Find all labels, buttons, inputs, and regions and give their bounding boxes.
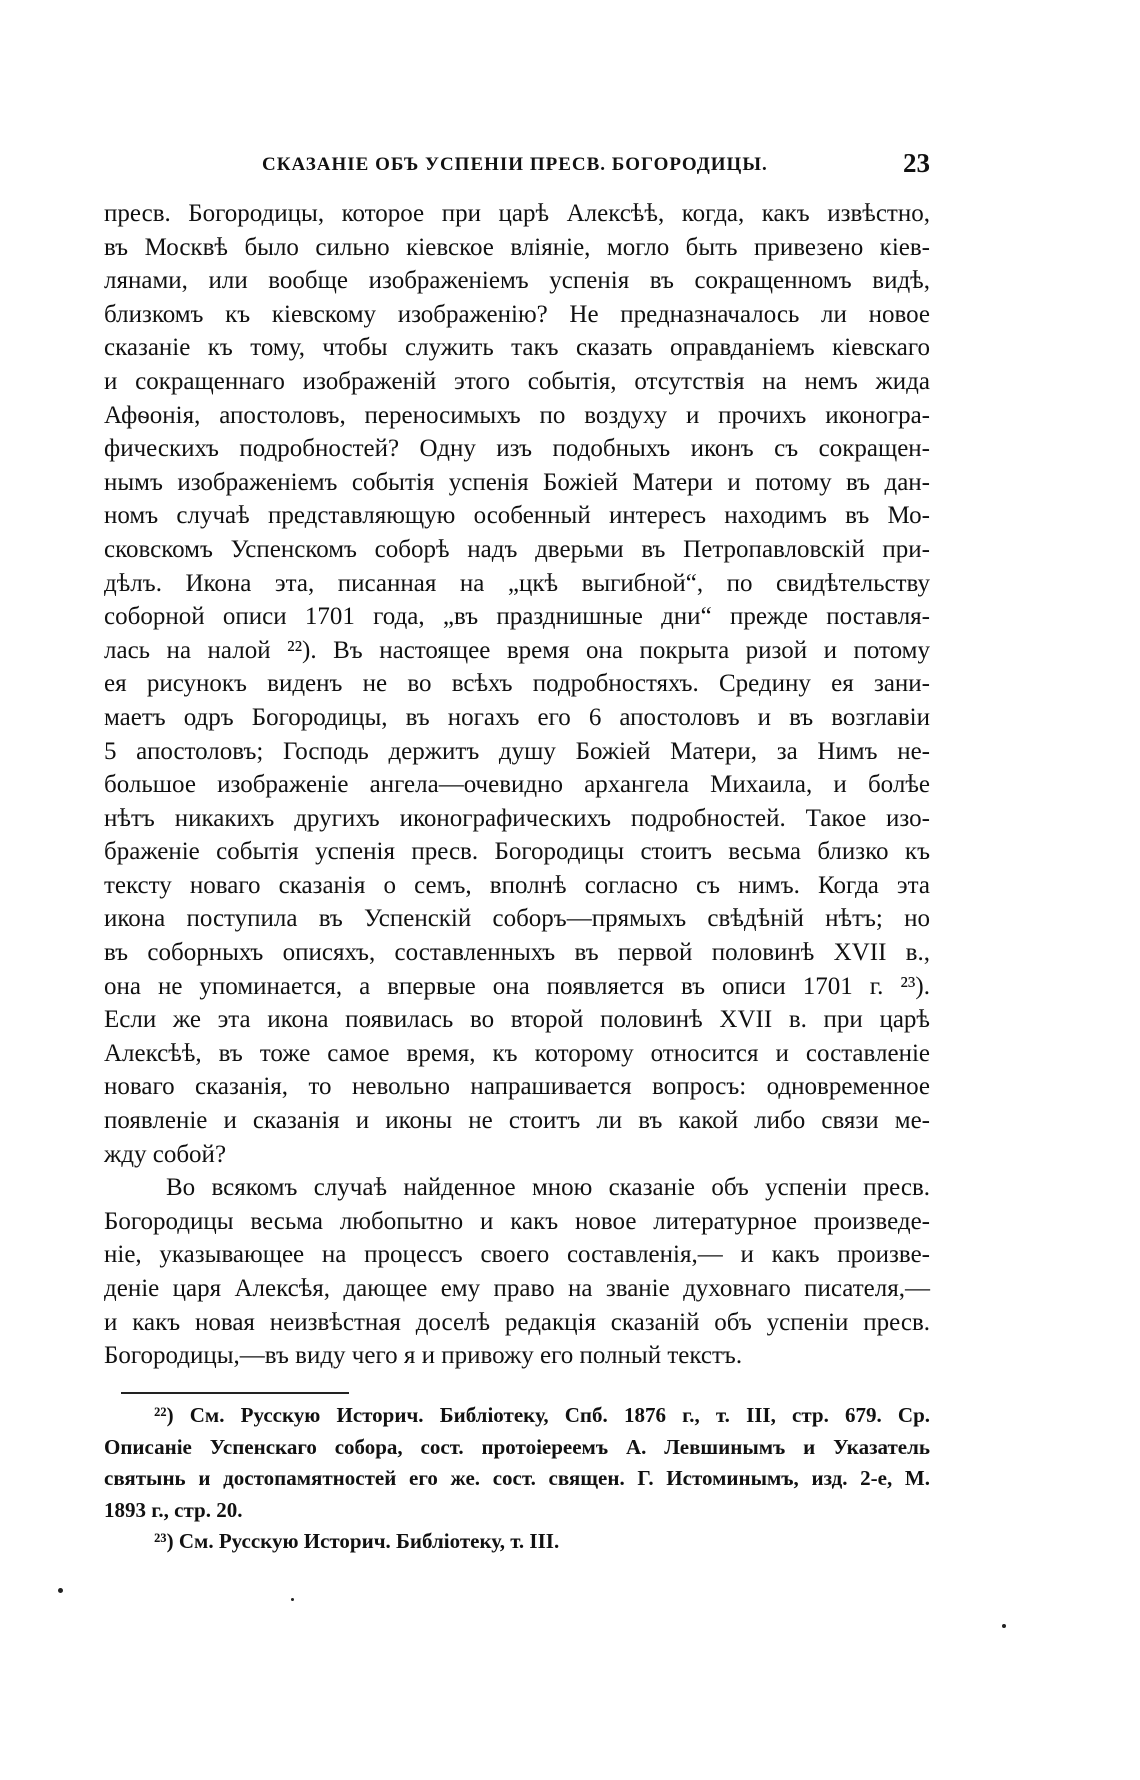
footnote-marker: ²²) [154,1403,174,1427]
text-line: соборной описи 1701 года, „въ празднишные дни“ прежде поставля- [104,603,930,631]
footnotes [104,1400,930,1558]
ink-speck [58,1588,63,1593]
text-line: лянами, или вообще изображеніемъ успенія въ сокращенномъ видѣ, [104,267,930,295]
footnote-22-line [104,1400,930,1432]
footnote-rule [121,1392,349,1394]
ink-speck [1002,1624,1006,1628]
text-line: въ Москвѣ было сильно кіевское вліяніе, могло быть привезено кіев- [104,233,930,261]
ink-speck [291,1598,294,1601]
text-line: номъ случаѣ представляющую особенный интересъ находимъ въ Мо- [104,502,930,530]
footnote-23-line [104,1526,930,1558]
footnote-marker: ²³) [154,1529,174,1553]
text-line: нѣтъ никакихъ другихъ иконографическихъ подробностей. Такое изо- [104,804,930,832]
text-line: большое изображеніе ангела—очевидно архангела Михаила, и болѣе [104,771,930,799]
text-line: дѣлъ. Икона эта, писанная на „цкѣ выгибной“, по свидѣтельству [104,569,930,597]
footnote-22-line: Описаніе Успенскаго собора, сост. протоіереемъ А. Левшинымъ и Указатель [104,1434,930,1459]
text-line: и сокращеннаго изображеній этого событія, отсутствія на немъ жида [104,367,930,395]
text-line: Афѳонія, апостоловъ, переносимыхъ по воздуху и прочихъ иконогра- [104,401,930,429]
text-line: ніе, указывающее на процессъ своего составленія,— и какъ произве- [104,1241,930,1269]
text-line: фическихъ подробностей? Одну изъ подобныхъ иконъ съ сокращен- [104,435,930,463]
text-line: лась на налой ²²). Въ настоящее время она покрыта ризой и потому [104,636,930,664]
text-line: маетъ одръ Богородицы, въ ногахъ его 6 апостоловъ и въ возглавіи [104,703,930,731]
text-line: икона поступила въ Успенскій соборъ—прямыхъ свѣдѣній нѣтъ; но [104,905,930,933]
text-line: тексту новаго сказанія о семъ, вполнѣ согласно съ нимъ. Когда эта [104,871,930,899]
footnote-22-line: святынь и достопамятностей его же. сост. священ. Г. Истоминымъ, изд. 2-е, М. [104,1466,930,1490]
footnote-text: См. Русскую Историч. Библіотеку, Спб. 1876 г., т. III, стр. 679. Ср. [189,1403,931,1427]
text-line: деніе царя Алексѣя, дающее ему право на званіе духовнаго писателя,— [104,1275,930,1302]
text-line: новаго сказанія, то невольно напрашивается вопросъ: одновременное [104,1073,930,1101]
page-number: 23 [903,148,930,178]
body-text [104,197,930,1373]
text-line: появленіе и сказанія и иконы не стоитъ ли въ какой либо связи ме- [104,1107,930,1135]
footnote-text: См. Русскую Историч. Библіотеку, т. III. [178,1529,560,1553]
text-line-paragraph-start: Во всякомъ случаѣ найденное мною сказаніе объ успеніи пресв. [166,1174,930,1202]
text-line: близкомъ къ кіевскому изображенію? Не предназначалось ли новое [104,300,930,328]
text-line: 5 апостоловъ; Господь держитъ душу Божіей Матери, за Нимъ не- [104,737,930,765]
text-line: ея рисунокъ виденъ не во всѣхъ подробностяхъ. Средину ея зани- [104,670,930,698]
text-line: она не упоминается, а впервые она появляется въ описи 1701 г. ²³). [104,972,930,1000]
text-line: Если же эта икона появилась во второй половинѣ XVII в. при царѣ [104,1006,930,1034]
running-head [190,148,930,182]
text-line: сказаніе къ тому, чтобы служить такъ сказать оправданіемъ кіевскаго [104,334,930,362]
text-line: Алексѣѣ, въ тоже самое время, къ которому относится и составленіе [104,1039,930,1067]
text-line: сковскомъ Успенскомъ соборѣ надъ дверьми въ Петропавловскій при- [104,535,930,563]
text-line: Богородицы весьма любопытно и какъ новое литературное произведе- [104,1207,930,1235]
text-line: въ соборныхъ описяхъ, составленныхъ въ первой половинѣ XVII в., [104,939,930,967]
text-line-paragraph-end: Богородицы,—въ виду чего я и привожу его полный текстъ. [104,1342,743,1370]
text-line: браженіе событія успенія пресв. Богородицы стоитъ весьма близко къ [104,838,930,866]
footnote-22-line: 1893 г., стр. 20. [104,1497,243,1522]
text-line: и какъ новая неизвѣстная доселѣ редакція сказаній объ успеніи пресв. [104,1308,930,1336]
running-title: СКАЗАНІЕ ОБЪ УСПЕНІИ ПРЕСВ. БОГОРОДИЦЫ. [262,154,768,175]
text-line-paragraph-end: жду собой? [104,1140,227,1168]
text-line: нымъ изображеніемъ событія успенія Божіей Матери и потому въ дан- [104,468,930,496]
text-line: пресв. Богородицы, которое при царѣ Алексѣѣ, когда, какъ извѣстно, [104,200,930,227]
